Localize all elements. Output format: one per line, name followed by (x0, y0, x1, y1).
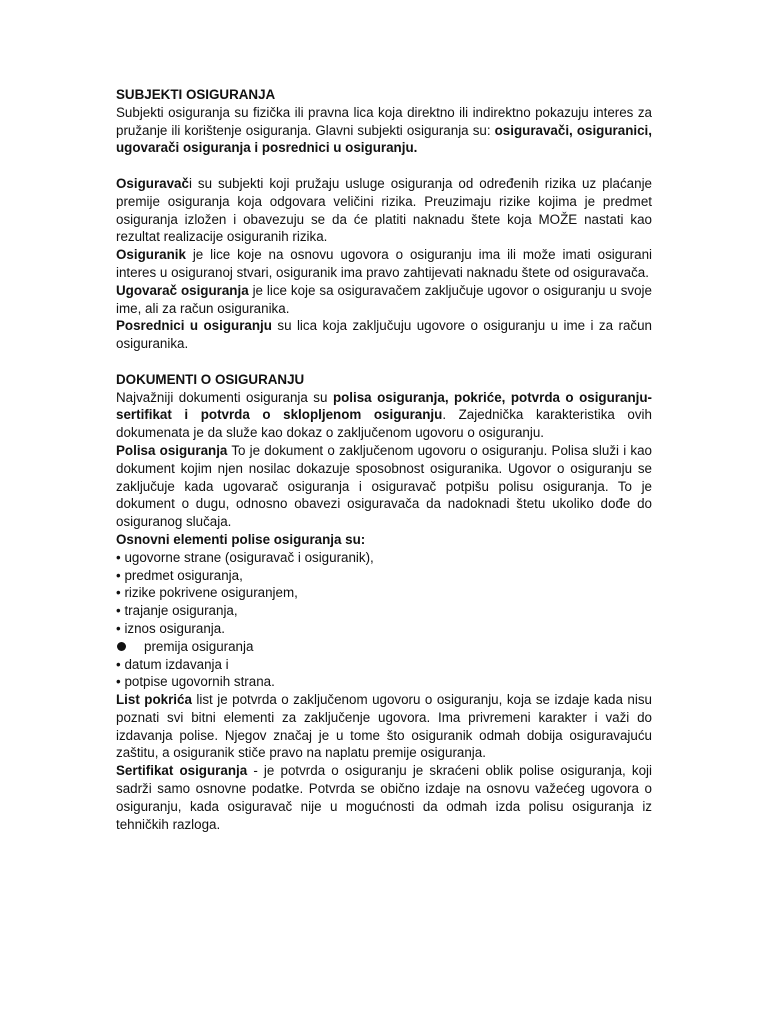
list-item (116, 638, 652, 656)
list-item (116, 549, 652, 567)
definition-posrednici: su lica koja zaključuju ugovore o osiguranju u ime i za račun osiguranika. (116, 318, 652, 352)
term-sertifikat: Sertifikat osiguranja (116, 763, 248, 779)
list-item-text: premija osiguranja (144, 638, 254, 654)
definition-osiguranik: je lice koje na osnovu ugovora o osiguranju ima ili može imati osigurani interes u osiguranoj stvari, osiguranik ima pravo zahtijevati naknadu štete od osiguravača. (116, 247, 652, 280)
list-item (116, 602, 652, 620)
bullet-icon: • (116, 656, 121, 672)
term-osiguravac: Osiguravač (116, 175, 189, 191)
list-item (116, 673, 652, 691)
large-bullet-icon (116, 638, 144, 656)
list-item-text: datum izdavanja i (124, 656, 229, 672)
definition-list-pokrica: list je potvrda o zaključenom ugovoru o osiguranju, koja se izdaje kada nisu poznati svi bitni elementi za zaključenje ugovora. Ima privremeni karakter i važi do izdavanja polise. Njegov značaj je u tome što osiguranik odmah dobija osiguravajuću zaštitu, a osiguranik stiče pravo na naplatu premije osiguranja. (116, 692, 652, 761)
elements-heading-text: Osnovni elementi polise osiguranja su: (116, 531, 366, 547)
document-body (116, 86, 652, 833)
section-heading-subjekti: SUBJEKTI OSIGURANJA (116, 87, 276, 102)
elements-list (116, 549, 652, 691)
paragraph-posrednici (116, 317, 652, 353)
definition-sertifikat: - je potvrda o osiguranju je skraćeni oblik polise osiguranja, koji sadrži samo osnovne podatke. Potvrda se obično izdaje na osnovu važećeg ugovora o osiguranju, kada osiguravač nije u mogućnosti da odmah izda polisu osiguranja iz tehničkih razloga. (116, 763, 652, 832)
elements-heading (116, 531, 652, 549)
list-item-text: potpise ugovornih strana. (124, 674, 275, 690)
paragraph-ugovarac (116, 282, 652, 318)
intro-bold-list: osiguravači, osiguranici, ugovarači osiguranja i posrednici u osiguranju. (116, 122, 652, 156)
paragraph-osiguravaci (116, 175, 652, 246)
list-item-text: rizike pokrivene osiguranjem, (124, 585, 298, 601)
term-osiguranik: Osiguranik (116, 247, 186, 263)
spacer (116, 353, 652, 371)
term-polisa: Polisa osiguranja (116, 442, 228, 458)
list-item (116, 620, 652, 638)
list-item-text: predmet osiguranja, (124, 567, 243, 583)
list-item-text: iznos osiguranja. (124, 620, 225, 636)
list-item-text: trajanje osiguranja, (124, 603, 238, 619)
bullet-icon: • (116, 620, 121, 636)
paragraph-polisa (116, 442, 652, 531)
spacer (116, 157, 652, 175)
definition-polisa: To je dokument o zaključenom ugovoru o osiguranju. Polisa služi i kao dokument kojim njen nosilac dokazuje sposobnost osiguranika. Ugovor o osiguranju se zaključuje kada ugovarač osiguranja i osiguravač potpišu polisu osiguranja. To je dokument o dugu, odnosno obavezi osiguravača da nadoknadi štetu ukoliko dođe do osiguranog slučaja. (116, 442, 652, 530)
term-posrednici: Posrednici u osiguranju (116, 318, 272, 334)
list-item (116, 584, 652, 602)
bullet-icon: • (116, 674, 121, 690)
list-item (116, 567, 652, 585)
bullet-icon: • (116, 567, 121, 583)
bullet-icon: • (116, 603, 121, 619)
term-ugovarac: Ugovarač osiguranja (116, 282, 249, 298)
paragraph-osiguranik (116, 246, 652, 282)
list-item-text: ugovorne strane (osiguravač i osiguranik), (124, 549, 374, 565)
paragraph-sertifikat (116, 762, 652, 833)
term-list-pokrica: List pokrića (116, 692, 192, 708)
section-heading-dokumenti: DOKUMENTI O OSIGURANJU (116, 371, 305, 387)
definition-osiguravaci: i su subjekti koji pružaju usluge osiguranja od određenih rizika uz plaćanje premije osiguranja koja odgovara veličini rizika. Preuzimaju rizike kojima je predmet osiguranja izložen i obavezuju se da će platiti naknadu štete koja MOŽE nastati kao rezultat realizacije osiguranih rizika. (116, 175, 652, 245)
paragraph-dokumenti-intro (116, 389, 652, 442)
intro-bold-documents: polisa osiguranja, pokriće, potvrda o osiguranju-sertifikat i potvrda o sklopljenom osiguranju (116, 389, 652, 423)
bullet-icon: • (116, 585, 121, 601)
intro-text-end: . Zajednička karakteristika ovih dokumenata je da služe kao dokaz o zaključenom ugovoru o osiguranju. (116, 407, 652, 441)
list-item (116, 656, 652, 674)
paragraph-list-pokrica (116, 691, 652, 762)
definition-ugovarac: je lice koje sa osiguravačem zaključuje ugovor o osiguranju u svoje ime, ali za račun osiguranika. (116, 282, 652, 316)
intro-text-start: Najvažniji dokumenti osiguranja su (116, 389, 333, 405)
bullet-icon: • (116, 549, 121, 565)
paragraph-subjekti-intro (116, 104, 652, 157)
intro-text: Subjekti osiguranja su fizička ili pravna lica koja direktno ili indirektno pokazuju interes za pružanje ili korištenje osiguranja. Glavni subjekti osiguranja su: (116, 104, 652, 138)
